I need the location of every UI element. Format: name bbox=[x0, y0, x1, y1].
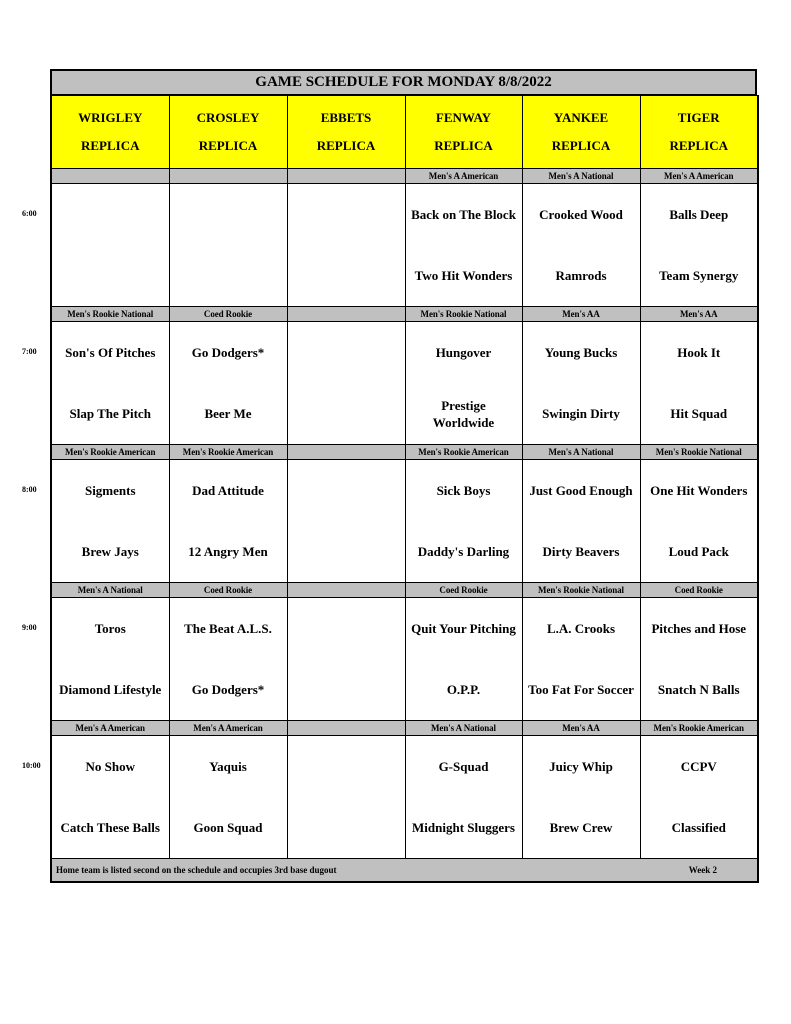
away-team-row bbox=[51, 184, 758, 246]
division-row bbox=[51, 445, 758, 460]
away-team-name: Just Good Enough bbox=[529, 483, 633, 498]
game-cell-away bbox=[287, 460, 405, 522]
game-cell-away bbox=[169, 184, 287, 246]
home-team-name: Beer Me bbox=[204, 406, 252, 421]
game-cell-home bbox=[522, 797, 640, 859]
home-team-name: Slap The Pitch bbox=[69, 406, 151, 421]
field-header-yankee bbox=[522, 96, 640, 169]
game-cell-away bbox=[640, 322, 758, 384]
division-label bbox=[287, 583, 405, 598]
game-cell-home bbox=[169, 797, 287, 859]
away-team-name: The Beat A.L.S. bbox=[184, 621, 272, 636]
division-label bbox=[287, 445, 405, 460]
game-cell-home bbox=[169, 383, 287, 445]
away-team-name: Balls Deep bbox=[669, 207, 729, 222]
away-team-name: Back on The Block bbox=[411, 207, 516, 222]
game-cell-away bbox=[51, 736, 169, 798]
away-team-name: No Show bbox=[85, 759, 135, 774]
field-header-fenway bbox=[405, 96, 522, 169]
home-team-name: Classified bbox=[671, 820, 726, 835]
field-subtitle: REPLICA bbox=[551, 138, 611, 153]
home-team-name: Two Hit Wonders bbox=[414, 268, 513, 283]
away-team-name: Hungover bbox=[435, 345, 492, 360]
game-cell-away bbox=[287, 184, 405, 246]
week-label: Week 2 bbox=[688, 865, 717, 875]
home-team-row bbox=[51, 521, 758, 583]
time-slot-label: 7:00 bbox=[22, 347, 37, 357]
home-team-name: Too Fat For Soccer bbox=[528, 682, 634, 697]
game-cell-away bbox=[405, 598, 522, 660]
game-cell-away bbox=[405, 460, 522, 522]
game-cell-home bbox=[405, 245, 522, 307]
away-team-name: Young Bucks bbox=[544, 345, 618, 360]
home-team-name: Dirty Beavers bbox=[542, 544, 620, 559]
away-team-row bbox=[51, 322, 758, 384]
division-label: Men's A National bbox=[51, 583, 169, 598]
division-label: Men's Rookie National bbox=[640, 445, 758, 460]
game-cell-home bbox=[51, 245, 169, 307]
home-team-name: 12 Angry Men bbox=[188, 544, 268, 559]
division-label: Men's AA bbox=[522, 307, 640, 322]
away-team-name: Juicy Whip bbox=[549, 759, 613, 774]
away-team-name: Dad Attitude bbox=[192, 483, 264, 498]
game-cell-away bbox=[522, 184, 640, 246]
game-cell-home bbox=[287, 521, 405, 583]
away-team-name: Go Dodgers* bbox=[191, 345, 265, 360]
home-team-name: Swingin Dirty bbox=[542, 406, 620, 421]
game-cell-away bbox=[169, 460, 287, 522]
home-team-name: Daddy's Darling bbox=[417, 544, 510, 559]
home-team-name: Midnight Sluggers bbox=[412, 820, 515, 835]
game-cell-home bbox=[522, 245, 640, 307]
schedule-title: GAME SCHEDULE FOR MONDAY 8/8/2022 bbox=[50, 69, 757, 95]
field-name: YANKEE bbox=[553, 110, 609, 125]
home-team-row bbox=[51, 245, 758, 307]
home-team-name: Prestige Worldwide bbox=[432, 397, 495, 430]
game-cell-away bbox=[640, 460, 758, 522]
game-cell-home bbox=[51, 797, 169, 859]
division-label: Men's A American bbox=[640, 169, 758, 184]
away-team-name: G-Squad bbox=[438, 759, 489, 774]
division-label: Men's A National bbox=[522, 169, 640, 184]
field-header-crosley bbox=[169, 96, 287, 169]
field-name: CROSLEY bbox=[196, 110, 260, 125]
division-label: Men's Rookie National bbox=[522, 583, 640, 598]
game-cell-home bbox=[640, 383, 758, 445]
field-subtitle: REPLICA bbox=[669, 138, 728, 153]
division-label bbox=[287, 307, 405, 322]
game-cell-away bbox=[51, 322, 169, 384]
division-label bbox=[51, 169, 169, 184]
game-cell-home bbox=[405, 383, 522, 445]
home-team-name: Team Synergy bbox=[659, 268, 739, 283]
away-team-row bbox=[51, 460, 758, 522]
away-team-name: One Hit Wonders bbox=[650, 483, 748, 498]
division-label bbox=[169, 169, 287, 184]
game-cell-home bbox=[405, 521, 522, 583]
game-cell-away bbox=[405, 736, 522, 798]
home-team-note: Home team is listed second on the schedule and occupies 3rd base dugout bbox=[56, 865, 337, 875]
time-slot-label: 9:00 bbox=[22, 623, 37, 633]
away-team-name: Son's Of Pitches bbox=[65, 345, 156, 360]
home-team-name: Catch These Balls bbox=[60, 820, 160, 835]
game-cell-away bbox=[522, 460, 640, 522]
away-team-name: L.A. Crooks bbox=[546, 621, 616, 636]
away-team-name: Quit Your Pitching bbox=[411, 621, 516, 636]
division-label: Men's Rookie American bbox=[640, 721, 758, 736]
home-team-name: O.P.P. bbox=[446, 682, 481, 697]
division-row bbox=[51, 307, 758, 322]
away-team-name: Sick Boys bbox=[436, 483, 491, 498]
game-cell-home bbox=[51, 659, 169, 721]
division-row bbox=[51, 583, 758, 598]
home-team-name: Loud Pack bbox=[668, 544, 729, 559]
game-cell-away bbox=[287, 736, 405, 798]
time-slot-label: 8:00 bbox=[22, 485, 37, 495]
game-cell-away bbox=[522, 598, 640, 660]
division-label: Coed Rookie bbox=[405, 583, 522, 598]
division-label: Men's A American bbox=[51, 721, 169, 736]
schedule-grid bbox=[50, 95, 759, 883]
field-subtitle: REPLICA bbox=[316, 138, 376, 153]
away-team-name: Pitches and Hose bbox=[651, 621, 747, 636]
schedule-sheet bbox=[50, 69, 757, 883]
home-team-name: Brew Crew bbox=[549, 820, 613, 835]
division-label: Men's A American bbox=[405, 169, 522, 184]
field-header-wrigley bbox=[51, 96, 169, 169]
game-cell-away bbox=[51, 460, 169, 522]
home-team-row bbox=[51, 797, 758, 859]
field-header-ebbets bbox=[287, 96, 405, 169]
game-cell-home bbox=[640, 245, 758, 307]
game-cell-home bbox=[169, 659, 287, 721]
game-cell-away bbox=[169, 736, 287, 798]
game-cell-home bbox=[640, 521, 758, 583]
footer-content bbox=[52, 859, 757, 881]
field-subtitle: REPLICA bbox=[80, 138, 140, 153]
game-cell-away bbox=[169, 322, 287, 384]
away-team-name: Yaquis bbox=[209, 759, 247, 774]
division-row bbox=[51, 169, 758, 184]
division-label bbox=[287, 169, 405, 184]
game-cell-home bbox=[51, 521, 169, 583]
game-cell-away bbox=[640, 736, 758, 798]
away-team-row bbox=[51, 598, 758, 660]
division-label: Coed Rookie bbox=[169, 583, 287, 598]
game-cell-away bbox=[522, 322, 640, 384]
division-label: Men's AA bbox=[640, 307, 758, 322]
game-cell-away bbox=[51, 598, 169, 660]
game-cell-home bbox=[405, 659, 522, 721]
away-team-name: CCPV bbox=[680, 759, 717, 774]
time-slot-label: 6:00 bbox=[22, 209, 37, 219]
home-team-name: Goon Squad bbox=[193, 820, 263, 835]
game-cell-away bbox=[640, 598, 758, 660]
home-team-row bbox=[51, 659, 758, 721]
game-cell-home bbox=[287, 659, 405, 721]
division-label: Men's A American bbox=[169, 721, 287, 736]
home-team-name: Ramrods bbox=[555, 268, 607, 283]
game-cell-home bbox=[51, 383, 169, 445]
division-label: Men's A National bbox=[522, 445, 640, 460]
division-label: Coed Rookie bbox=[169, 307, 287, 322]
field-header-row bbox=[51, 96, 758, 169]
game-cell-away bbox=[405, 184, 522, 246]
game-cell-away bbox=[169, 598, 287, 660]
away-team-name: Hook It bbox=[677, 345, 721, 360]
game-cell-away bbox=[287, 322, 405, 384]
home-team-name: Diamond Lifestyle bbox=[59, 682, 162, 697]
game-cell-home bbox=[640, 659, 758, 721]
game-cell-home bbox=[640, 797, 758, 859]
game-cell-home bbox=[287, 383, 405, 445]
division-row bbox=[51, 721, 758, 736]
time-slot-label: 10:00 bbox=[22, 761, 41, 771]
field-name: EBBETS bbox=[320, 110, 372, 125]
division-label bbox=[287, 721, 405, 736]
footer-row bbox=[51, 859, 758, 883]
game-cell-away bbox=[522, 736, 640, 798]
away-team-name: Crooked Wood bbox=[539, 207, 623, 222]
game-cell-home bbox=[405, 797, 522, 859]
field-name: FENWAY bbox=[435, 110, 492, 125]
division-label: Men's Rookie National bbox=[51, 307, 169, 322]
game-cell-home bbox=[169, 521, 287, 583]
field-name: WRIGLEY bbox=[78, 110, 143, 125]
division-label: Men's A National bbox=[405, 721, 522, 736]
game-cell-away bbox=[405, 322, 522, 384]
game-cell-home bbox=[522, 521, 640, 583]
home-team-row bbox=[51, 383, 758, 445]
away-team-name: Toros bbox=[94, 621, 126, 636]
footer-cell bbox=[51, 859, 758, 883]
home-team-name: Hit Squad bbox=[670, 406, 728, 421]
away-team-name: Sigments bbox=[84, 483, 136, 498]
division-label: Men's Rookie American bbox=[405, 445, 522, 460]
home-team-name: Go Dodgers* bbox=[191, 682, 265, 697]
home-team-name: Snatch N Balls bbox=[657, 682, 740, 697]
game-cell-away bbox=[51, 184, 169, 246]
game-cell-home bbox=[169, 245, 287, 307]
division-label: Men's Rookie American bbox=[51, 445, 169, 460]
game-cell-home bbox=[287, 245, 405, 307]
field-name: TIGER bbox=[677, 110, 720, 125]
field-subtitle: REPLICA bbox=[198, 138, 258, 153]
division-label: Coed Rookie bbox=[640, 583, 758, 598]
away-team-row bbox=[51, 736, 758, 798]
game-cell-away bbox=[640, 184, 758, 246]
game-cell-home bbox=[522, 383, 640, 445]
home-team-name: Brew Jays bbox=[81, 544, 139, 559]
game-cell-home bbox=[522, 659, 640, 721]
division-label: Men's Rookie National bbox=[405, 307, 522, 322]
field-header-tiger bbox=[640, 96, 758, 169]
field-subtitle: REPLICA bbox=[434, 138, 493, 153]
division-label: Men's AA bbox=[522, 721, 640, 736]
division-label: Men's Rookie American bbox=[169, 445, 287, 460]
game-cell-home bbox=[287, 797, 405, 859]
game-cell-away bbox=[287, 598, 405, 660]
